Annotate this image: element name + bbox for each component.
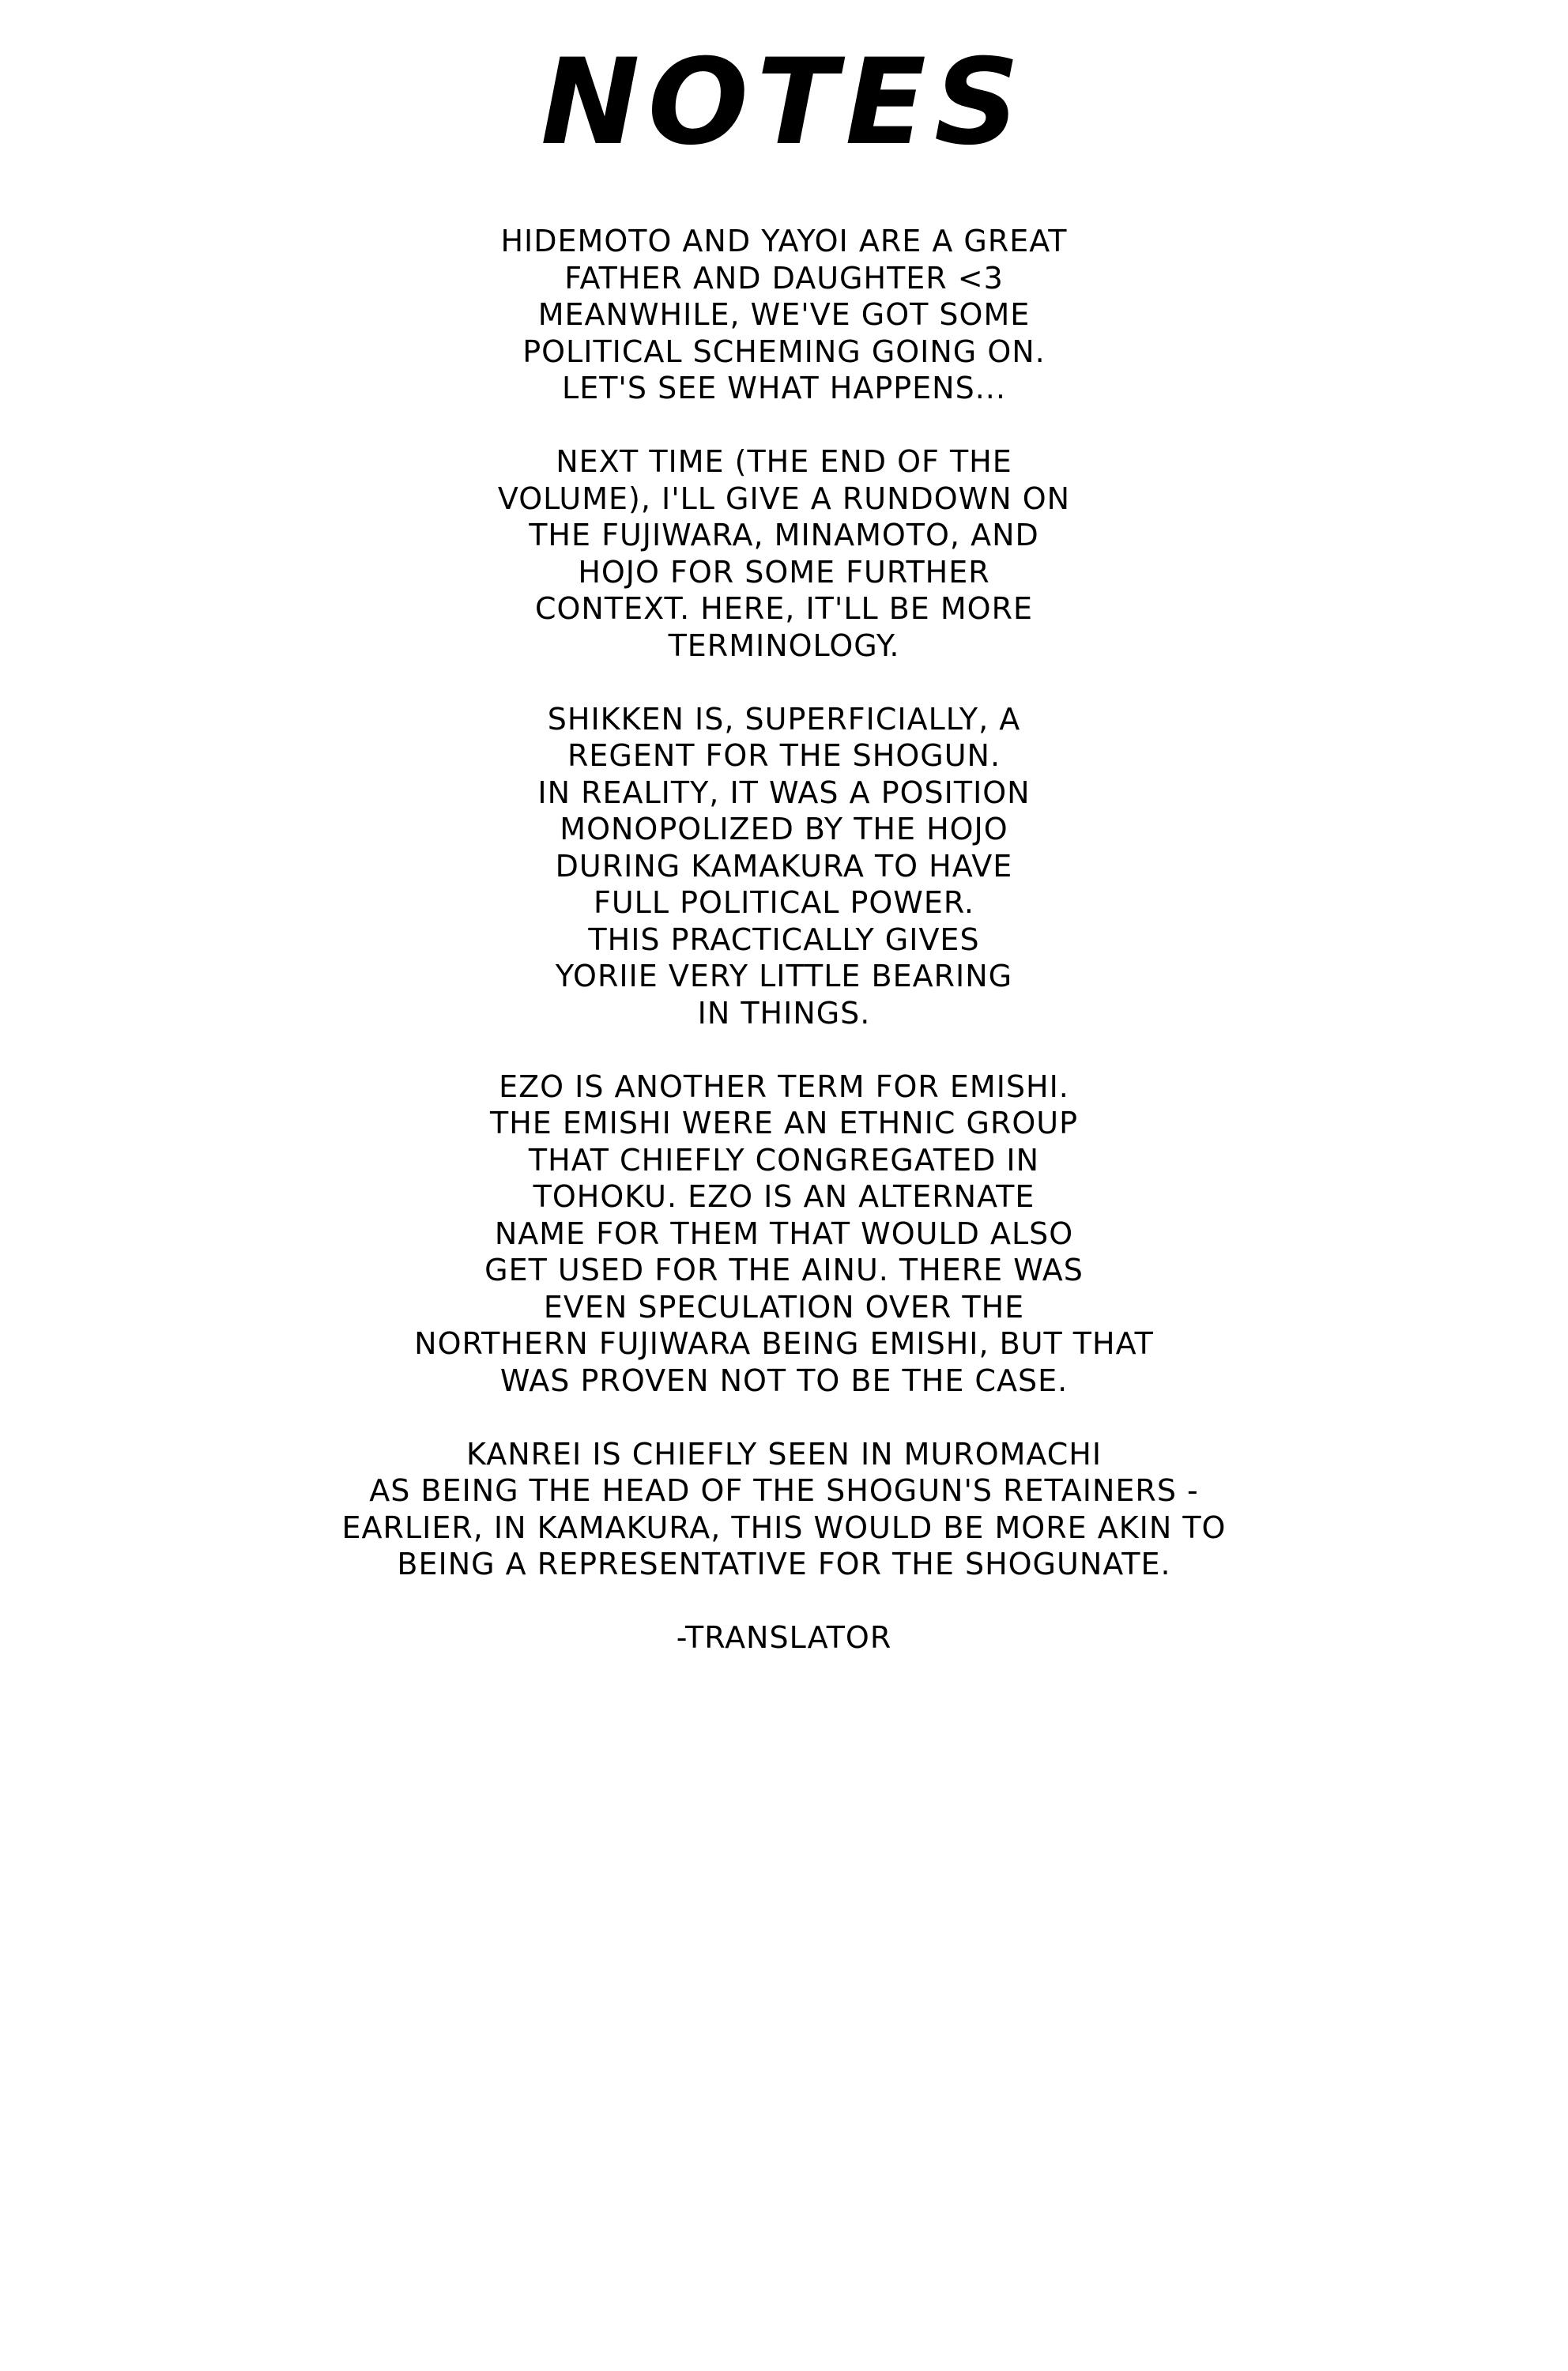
text-line: VOLUME), I'LL GIVE A RUNDOWN ON: [497, 481, 1071, 516]
text-line: YORIIE VERY LITTLE BEARING: [555, 959, 1013, 993]
page-title: NOTES: [541, 34, 1027, 172]
text-line: -TRANSLATOR: [676, 1620, 892, 1655]
text-line: NAME FOR THEM THAT WOULD ALSO: [494, 1216, 1074, 1251]
text-line: EVEN SPECULATION OVER THE: [543, 1289, 1025, 1325]
notes-paragraph: [0, 223, 1568, 407]
text-line: IN THINGS.: [697, 995, 871, 1031]
text-line: THAT CHIEFLY CONGREGATED IN: [528, 1142, 1040, 1178]
text-line: TOHOKU. EZO IS AN ALTERNATE: [533, 1179, 1035, 1214]
text-line: HOJO FOR SOME FURTHER: [578, 554, 990, 590]
text-line: FATHER AND DAUGHTER <3: [564, 260, 1004, 296]
text-line: DURING KAMAKURA TO HAVE: [555, 848, 1013, 884]
text-line: FULL POLITICAL POWER.: [593, 885, 975, 920]
signature-paragraph: [0, 1619, 1568, 1657]
text-line: THE EMISHI WERE AN ETHNIC GROUP: [490, 1106, 1078, 1140]
notes-paragraph: [0, 443, 1568, 664]
text-line: GET USED FOR THE AINU. THERE WAS: [484, 1253, 1084, 1287]
notes-paragraph: [0, 1069, 1568, 1400]
text-line: LET'S SEE WHAT HAPPENS...: [562, 371, 1006, 405]
text-line: BEING A REPRESENTATIVE FOR THE SHOGUNATE.: [397, 1547, 1171, 1581]
text-line: WAS PROVEN NOT TO BE THE CASE.: [499, 1363, 1069, 1398]
text-line: IN REALITY, IT WAS A POSITION: [537, 775, 1031, 810]
text-line: SHIKKEN IS, SUPERFICIALLY, A: [547, 701, 1021, 737]
notes-body: [0, 223, 1568, 1693]
text-line: TERMINOLOGY.: [668, 628, 900, 663]
text-line: EARLIER, IN KAMAKURA, THIS WOULD BE MORE AKIN TO: [341, 1510, 1227, 1545]
notes-paragraph: [0, 701, 1568, 1032]
text-line: MONOPOLIZED BY THE HOJO: [560, 812, 1008, 846]
notes-paragraph: [0, 1436, 1568, 1583]
text-line: HIDEMOTO AND YAYOI ARE A GREAT: [500, 224, 1068, 258]
text-line: KANREI IS CHIEFLY SEEN IN MUROMACHI: [466, 1436, 1102, 1472]
text-line: AS BEING THE HEAD OF THE SHOGUN'S RETAINERS -: [369, 1473, 1199, 1508]
text-line: MEANWHILE, WE'VE GOT SOME: [537, 297, 1031, 332]
text-line: NORTHERN FUJIWARA BEING EMISHI, BUT THAT: [414, 1326, 1154, 1361]
text-line: EZO IS ANOTHER TERM FOR EMISHI.: [499, 1069, 1069, 1104]
text-line: POLITICAL SCHEMING GOING ON.: [522, 334, 1046, 369]
text-line: NEXT TIME (THE END OF THE: [556, 444, 1012, 479]
text-line: THIS PRACTICALLY GIVES: [588, 922, 980, 957]
text-line: CONTEXT. HERE, IT'LL BE MORE: [534, 591, 1034, 626]
text-line: REGENT FOR THE SHOGUN.: [567, 738, 1001, 773]
text-line: THE FUJIWARA, MINAMOTO, AND: [529, 518, 1039, 552]
